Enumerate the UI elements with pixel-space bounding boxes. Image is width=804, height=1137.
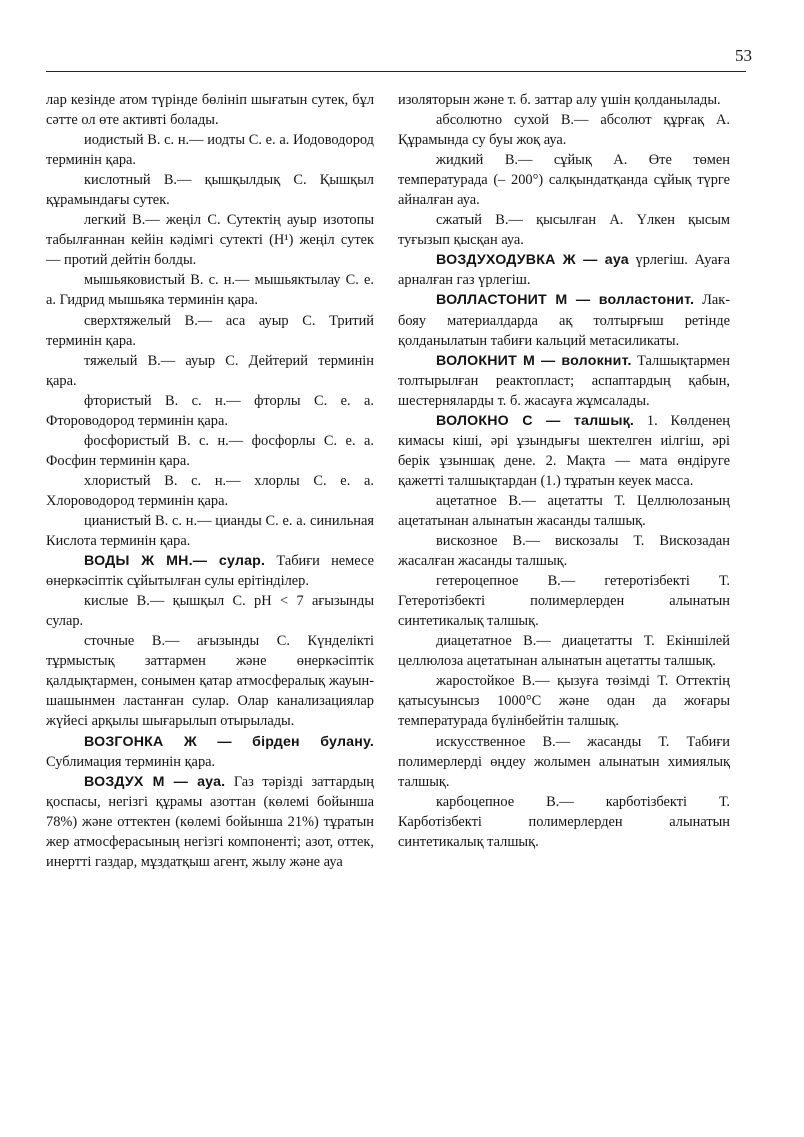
entry-text: легкий В.— жеңіл С. Сутектің ауыр изотопы табылғаннан кейін кәдімгі сутекті (H¹) жеңіл сутек — протий дейтін болды. (46, 212, 374, 269)
entry (46, 130, 374, 170)
entry-text: гетероцепное В.— гетеротізбекті Т. Гетеротізбекті полимерлерден алынатын синтетикалық талшық. (398, 573, 730, 630)
entry-text: карбоцепное В.— карботізбекті Т. Карботізбекті полимерлерден алынатын синтетикалық талшық. (398, 793, 730, 850)
headword-entry (398, 351, 730, 411)
entry (398, 90, 730, 110)
page-number: 53 (735, 46, 752, 65)
entry-text: мышьяковистый В. с. н.— мышьяктылау С. е. а. Гидрид мышьяка терминін қара. (46, 272, 374, 309)
right-column (398, 90, 730, 852)
headword: ВОЛОКНО С — талшық. (436, 412, 635, 429)
entry-text: Лак-бояу материалдарда ақ толтырғыш ретінде қолданылатын табиғи кальций метасиликаты. (398, 292, 731, 349)
entry (46, 471, 374, 511)
entry (398, 110, 730, 150)
entry (46, 591, 374, 631)
entry (46, 311, 374, 351)
entry (46, 210, 374, 270)
headword-entry (398, 290, 730, 350)
headword: ВОЛЛАСТОНИТ М — волластонит. (436, 292, 695, 309)
entry-text: сверхтяжелый В.— аса ауыр С. Тритий терминін қара. (46, 312, 374, 349)
entry-text: лар кезінде атом түрінде бөлініп шығатын сутек, бұл сәтте ол өте активті болады. (46, 92, 374, 129)
entry (46, 170, 374, 210)
headword-entry (46, 551, 374, 591)
headword: ВОЗГОНКА Ж — бірден булану. (84, 733, 374, 750)
entry-text: жидкий В.— сұйық А. Өте төмен температурада (– 200°) салқындатқанда сұйық түрге айналған ауа. (398, 152, 730, 209)
headword: ВОЗДУХ М — ауа. (84, 773, 226, 790)
entry (46, 90, 374, 130)
left-column (46, 90, 374, 872)
entry-text: үрлегіш. Ауаға арналған газ үрлегіш. (398, 252, 730, 289)
entry-text: Сублимация терминін қара. (46, 753, 216, 770)
entry (46, 511, 374, 551)
entry-text: сточные В.— ағызынды С. Күнделікті тұрмыстық заттармен және өнеркәсіптік қалдықтармен, сонымен қатар атмосфералық жауын-шашынмен ластанған сулар. Олар канализациялар жүйесі арқылы шығарылып отырылады. (46, 633, 374, 730)
entry-text: фтористый В. с. н.— фторлы С. е. а. Фтороводород терминін қара. (46, 392, 374, 429)
entry (46, 631, 374, 731)
entry (398, 671, 730, 731)
entry-text: жаростойкое В.— қызуға төзімді Т. Оттектің қатысуынсыз 1000°С және одан да жоғары температурада бүлінбейтін талшық. (398, 673, 730, 730)
header-rule (46, 71, 746, 72)
headword-entry (46, 772, 374, 872)
entry-text: кислотный В.— қышқылдық С. Қышқыл құрамындағы сутек. (46, 172, 374, 209)
entry (398, 531, 730, 571)
entry-text: диацетатное В.— диацетатты Т. Екіншілей целлюлоза ацетатынан алынатын ацетатты талшық. (398, 633, 730, 670)
entry-text: цианистый В. с. н.— цианды С. е. а. синильная Кислота терминін қара. (46, 512, 374, 550)
entry-text: абсолютно сухой В.— абсолют құрғақ А. Құрамында су буы жоқ ауа. (398, 112, 730, 149)
entry-text: кислые В.— қышқыл С. рН < 7 ағызынды сулар. (46, 593, 374, 630)
headword-entry (398, 250, 730, 290)
entry-text: фосфористый В. с. н.— фосфорлы С. е. а. Фосфин терминін қара. (46, 432, 374, 469)
entry (46, 270, 374, 310)
entry-text: сжатый В.— қысылған А. Үлкен қысым туғызып қысқан ауа. (398, 212, 730, 249)
entry (398, 491, 730, 531)
entry-text: 1. Көлденең кимасы кіші, әрі ұзындығы шектелген иілгіш, әрі берік ұзыншақ дене. 2. Мақта — мата өндіруге қажетті талшықтардан (1.) тұратын кеуек масса. (398, 412, 730, 489)
headword: ВОДЫ Ж МН.— сулар. (84, 553, 266, 570)
entry (398, 792, 730, 852)
entry (398, 571, 730, 631)
entry-text: вискозное В.— вискозалы Т. Вискозадан жасалған жасанды талшық. (398, 533, 730, 570)
entry-text: хлористый В. с. н.— хлорлы С. е. а. Хлороводород терминін қара. (46, 472, 374, 509)
entry-text: Табиғи немесе өнеркәсіптік сұйытылған сулы ерітінділер. (46, 553, 374, 590)
headword: ВОЗДУХОДУВКА Ж — ауа (436, 252, 629, 269)
entry-text: искусственное В.— жасанды Т. Табиғи полимерлерді өңдеу жолымен алынатын химиялық талшық. (398, 733, 730, 790)
headword-entry (398, 411, 730, 491)
entry (398, 150, 730, 210)
entry (398, 732, 730, 792)
entry-text: Газ тәрізді заттардың қоспасы, негізгі құрамы азоттан (көлемі бойынша 78%) және оттектен (көлемі бойынша 21%) тұратын жер атмосферасының негізгі компоненті; азот, оттек, инертті газдар, мұздатқыш агент, жылу және ауа (46, 773, 374, 870)
entry (46, 391, 374, 431)
entry-text: изоляторын және т. б. заттар алу үшін қолданылады. (398, 92, 721, 108)
entry-text: ацетатное В.— ацетатты Т. Целлюлозаның ацетатынан алынатын жасанды талшық. (398, 492, 730, 529)
entry-text: иодистый В. с. н.— иодты С. е. а. Иодоводород терминін қара. (46, 132, 374, 169)
entry (46, 431, 374, 471)
entry (398, 210, 730, 250)
headword-entry (46, 732, 374, 772)
entry-text: тяжелый В.— ауыр С. Дейтерий терминін қара. (46, 352, 374, 389)
entry-text: Талшықтармен толтырылған реактопласт; аспаптардың қабын, шестерняларды т. б. жасауға жұмсалады. (398, 352, 730, 409)
entry (46, 351, 374, 391)
entry (398, 631, 730, 671)
headword: ВОЛОКНИТ М — волокнит. (436, 352, 632, 369)
